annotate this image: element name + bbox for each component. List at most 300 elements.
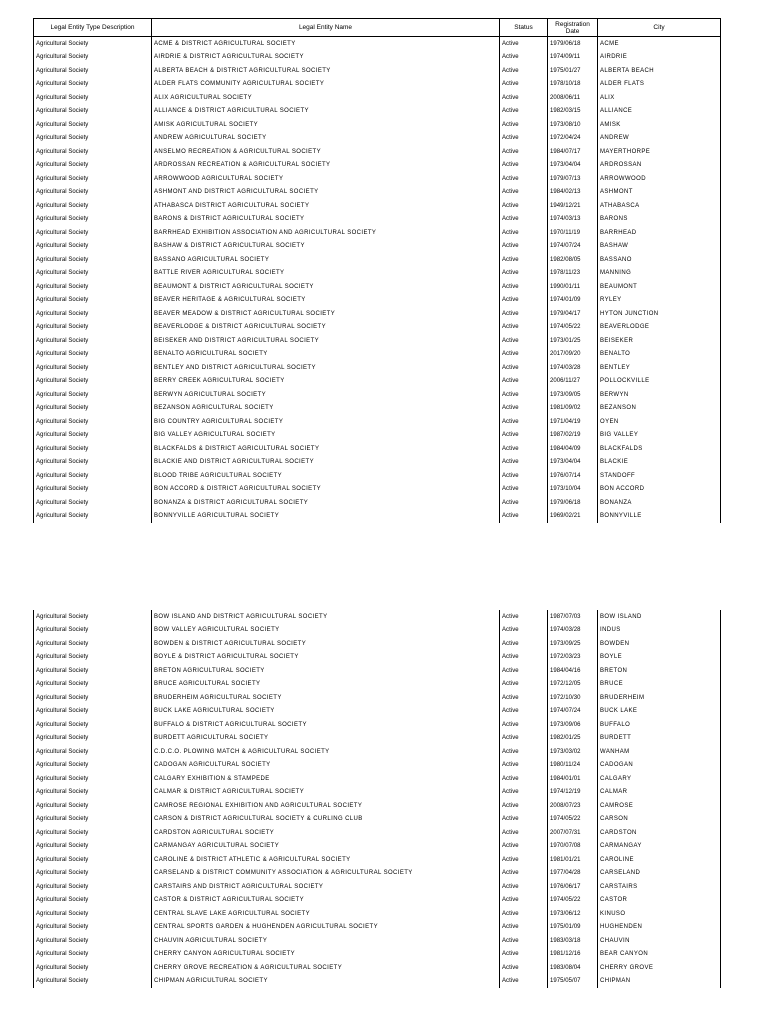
status-cell: Active	[500, 64, 548, 78]
name-cell: CARDSTON AGRICULTURAL SOCIETY	[152, 826, 500, 840]
table-page-2	[33, 610, 720, 988]
name-cell: BEZANSON AGRICULTURAL SOCIETY	[152, 402, 500, 416]
name-cell: ALDER FLATS COMMUNITY AGRICULTURAL SOCIETY	[152, 78, 500, 92]
type-cell: Agricultural Society	[34, 894, 152, 908]
name-cell: ALLIANCE & DISTRICT AGRICULTURAL SOCIETY	[152, 105, 500, 119]
table-row	[34, 253, 721, 267]
status-cell: Active	[500, 961, 548, 975]
name-cell: CASTOR & DISTRICT AGRICULTURAL SOCIETY	[152, 894, 500, 908]
table-row	[34, 280, 721, 294]
date-cell: 1984/01/01	[548, 772, 598, 786]
status-cell: Active	[500, 483, 548, 497]
status-cell: Active	[500, 253, 548, 267]
type-cell: Agricultural Society	[34, 105, 152, 119]
name-cell: ALBERTA BEACH & DISTRICT AGRICULTURAL SOCIETY	[152, 64, 500, 78]
city-cell: BRETON	[598, 664, 721, 678]
name-cell: CHERRY CANYON AGRICULTURAL SOCIETY	[152, 948, 500, 962]
name-cell: AMISK AGRICULTURAL SOCIETY	[152, 118, 500, 132]
date-cell: 1972/03/23	[548, 651, 598, 665]
city-cell: CASTOR	[598, 894, 721, 908]
city-cell: BENTLEY	[598, 361, 721, 375]
status-cell: Active	[500, 429, 548, 443]
date-cell: 1974/01/09	[548, 294, 598, 308]
name-cell: BIG VALLEY AGRICULTURAL SOCIETY	[152, 429, 500, 443]
status-cell: Active	[500, 51, 548, 65]
table-row	[34, 975, 721, 989]
date-cell: 1973/04/04	[548, 159, 598, 173]
name-cell: BENTLEY AND DISTRICT AGRICULTURAL SOCIETY	[152, 361, 500, 375]
table-row	[34, 894, 721, 908]
name-cell: BEAVER MEADOW & DISTRICT AGRICULTURAL SOCIETY	[152, 307, 500, 321]
status-cell: Active	[500, 37, 548, 51]
table-row	[34, 840, 721, 854]
table-row	[34, 718, 721, 732]
status-cell: Active	[500, 934, 548, 948]
city-cell: OYEN	[598, 415, 721, 429]
table-row	[34, 853, 721, 867]
status-cell: Active	[500, 267, 548, 281]
status-cell: Active	[500, 240, 548, 254]
table-row	[34, 213, 721, 227]
city-cell: BENALTO	[598, 348, 721, 362]
city-cell: ASHMONT	[598, 186, 721, 200]
date-cell: 1970/07/08	[548, 840, 598, 854]
status-cell: Active	[500, 691, 548, 705]
date-cell: 1982/08/05	[548, 253, 598, 267]
city-cell: CHAUVIN	[598, 934, 721, 948]
name-cell: BLOOD TRIBE AGRICULTURAL SOCIETY	[152, 469, 500, 483]
table-row	[34, 199, 721, 213]
type-cell: Agricultural Society	[34, 294, 152, 308]
city-cell: BASHAW	[598, 240, 721, 254]
table-row	[34, 415, 721, 429]
name-cell: ACME & DISTRICT AGRICULTURAL SOCIETY	[152, 37, 500, 51]
table-row	[34, 786, 721, 800]
name-cell: BOW VALLEY AGRICULTURAL SOCIETY	[152, 624, 500, 638]
date-cell: 1969/02/21	[548, 510, 598, 524]
name-cell: ARROWWOOD AGRICULTURAL SOCIETY	[152, 172, 500, 186]
type-cell: Agricultural Society	[34, 91, 152, 105]
table-row	[34, 732, 721, 746]
name-cell: AIRDRIE & DISTRICT AGRICULTURAL SOCIETY	[152, 51, 500, 65]
date-cell: 1983/03/18	[548, 934, 598, 948]
date-cell: 1982/03/15	[548, 105, 598, 119]
type-cell: Agricultural Society	[34, 321, 152, 335]
date-cell: 2008/07/23	[548, 799, 598, 813]
date-cell: 1987/02/19	[548, 429, 598, 443]
city-cell: AIRDRIE	[598, 51, 721, 65]
name-cell: BLACKFALDS & DISTRICT AGRICULTURAL SOCIETY	[152, 442, 500, 456]
type-cell: Agricultural Society	[34, 799, 152, 813]
date-cell: 1974/03/28	[548, 624, 598, 638]
date-cell: 1983/08/04	[548, 961, 598, 975]
table-row	[34, 51, 721, 65]
type-cell: Agricultural Society	[34, 37, 152, 51]
type-cell: Agricultural Society	[34, 732, 152, 746]
table-row	[34, 664, 721, 678]
date-cell: 1984/04/09	[548, 442, 598, 456]
type-cell: Agricultural Society	[34, 880, 152, 894]
date-cell: 1974/09/11	[548, 51, 598, 65]
city-cell: RYLEY	[598, 294, 721, 308]
name-cell: BASSANO AGRICULTURAL SOCIETY	[152, 253, 500, 267]
date-cell: 1973/08/10	[548, 118, 598, 132]
date-cell: 1974/05/22	[548, 894, 598, 908]
name-cell: CARMANGAY AGRICULTURAL SOCIETY	[152, 840, 500, 854]
table-row	[34, 442, 721, 456]
table-row	[34, 267, 721, 281]
table-row	[34, 745, 721, 759]
status-cell: Active	[500, 880, 548, 894]
date-cell: 2008/06/11	[548, 91, 598, 105]
type-cell: Agricultural Society	[34, 469, 152, 483]
name-cell: BLACKIE AND DISTRICT AGRICULTURAL SOCIETY	[152, 456, 500, 470]
city-cell: ALLIANCE	[598, 105, 721, 119]
name-cell: CARSELAND & DISTRICT COMMUNITY ASSOCIATION & AGRICULTURAL SOCIETY	[152, 867, 500, 881]
name-cell: BRUDERHEIM AGRICULTURAL SOCIETY	[152, 691, 500, 705]
city-cell: BOYLE	[598, 651, 721, 665]
status-cell: Active	[500, 637, 548, 651]
date-cell: 1976/06/17	[548, 880, 598, 894]
date-cell: 1981/12/16	[548, 948, 598, 962]
city-cell: BEAVERLODGE	[598, 321, 721, 335]
date-cell: 2017/09/20	[548, 348, 598, 362]
status-cell: Active	[500, 91, 548, 105]
table-row	[34, 186, 721, 200]
type-cell: Agricultural Society	[34, 759, 152, 773]
date-cell: 1990/01/11	[548, 280, 598, 294]
status-cell: Active	[500, 375, 548, 389]
name-cell: ARDROSSAN RECREATION & AGRICULTURAL SOCIETY	[152, 159, 500, 173]
city-cell: ALDER FLATS	[598, 78, 721, 92]
table-row	[34, 759, 721, 773]
status-cell: Active	[500, 159, 548, 173]
type-cell: Agricultural Society	[34, 496, 152, 510]
city-cell: BONANZA	[598, 496, 721, 510]
type-cell: Agricultural Society	[34, 159, 152, 173]
table-row	[34, 907, 721, 921]
status-cell: Active	[500, 307, 548, 321]
city-cell: AMISK	[598, 118, 721, 132]
type-cell: Agricultural Society	[34, 772, 152, 786]
table-row	[34, 624, 721, 638]
date-cell: 1979/06/18	[548, 496, 598, 510]
table-row	[34, 307, 721, 321]
date-cell: 1975/01/27	[548, 64, 598, 78]
table-row	[34, 37, 721, 51]
table-row	[34, 961, 721, 975]
name-cell: CHAUVIN AGRICULTURAL SOCIETY	[152, 934, 500, 948]
status-cell: Active	[500, 132, 548, 146]
type-cell: Agricultural Society	[34, 483, 152, 497]
city-cell: CAROLINE	[598, 853, 721, 867]
type-cell: Agricultural Society	[34, 718, 152, 732]
city-cell: CALGARY	[598, 772, 721, 786]
type-cell: Agricultural Society	[34, 510, 152, 524]
date-cell: 1973/09/06	[548, 718, 598, 732]
type-cell: Agricultural Society	[34, 934, 152, 948]
status-cell: Active	[500, 813, 548, 827]
table-row	[34, 813, 721, 827]
date-cell: 1977/04/28	[548, 867, 598, 881]
status-cell: Active	[500, 280, 548, 294]
type-cell: Agricultural Society	[34, 415, 152, 429]
type-cell: Agricultural Society	[34, 637, 152, 651]
type-cell: Agricultural Society	[34, 361, 152, 375]
name-cell: BON ACCORD & DISTRICT AGRICULTURAL SOCIETY	[152, 483, 500, 497]
date-cell: 1973/09/05	[548, 388, 598, 402]
table-row	[34, 105, 721, 119]
date-cell: 2007/07/31	[548, 826, 598, 840]
city-cell: BARRHEAD	[598, 226, 721, 240]
type-cell: Agricultural Society	[34, 745, 152, 759]
city-cell: INDUS	[598, 624, 721, 638]
city-cell: POLLOCKVILLE	[598, 375, 721, 389]
city-cell: BONNYVILLE	[598, 510, 721, 524]
city-cell: CARSELAND	[598, 867, 721, 881]
name-cell: ANDREW AGRICULTURAL SOCIETY	[152, 132, 500, 146]
date-cell: 1973/03/02	[548, 745, 598, 759]
table-row	[34, 826, 721, 840]
status-cell: Active	[500, 402, 548, 416]
table-row	[34, 705, 721, 719]
city-cell: BLACKIE	[598, 456, 721, 470]
city-cell: BEAR CANYON	[598, 948, 721, 962]
header-entity-name: Legal Entity Name	[152, 19, 500, 37]
type-cell: Agricultural Society	[34, 921, 152, 935]
date-cell: 1973/01/25	[548, 334, 598, 348]
name-cell: BATTLE RIVER AGRICULTURAL SOCIETY	[152, 267, 500, 281]
table-row	[34, 880, 721, 894]
city-cell: BLACKFALDS	[598, 442, 721, 456]
type-cell: Agricultural Society	[34, 813, 152, 827]
name-cell: ATHABASCA DISTRICT AGRICULTURAL SOCIETY	[152, 199, 500, 213]
status-cell: Active	[500, 678, 548, 692]
status-cell: Active	[500, 469, 548, 483]
type-cell: Agricultural Society	[34, 826, 152, 840]
type-cell: Agricultural Society	[34, 948, 152, 962]
date-cell: 1975/05/07	[548, 975, 598, 989]
table-row	[34, 78, 721, 92]
status-cell: Active	[500, 651, 548, 665]
date-cell: 1974/07/24	[548, 705, 598, 719]
status-cell: Active	[500, 442, 548, 456]
date-cell: 2006/11/27	[548, 375, 598, 389]
city-cell: CAMROSE	[598, 799, 721, 813]
status-cell: Active	[500, 718, 548, 732]
status-cell: Active	[500, 799, 548, 813]
type-cell: Agricultural Society	[34, 267, 152, 281]
city-cell: CARSON	[598, 813, 721, 827]
city-cell: BEISEKER	[598, 334, 721, 348]
table-row	[34, 334, 721, 348]
name-cell: BARONS & DISTRICT AGRICULTURAL SOCIETY	[152, 213, 500, 227]
status-cell: Active	[500, 294, 548, 308]
city-cell: HUGHENDEN	[598, 921, 721, 935]
city-cell: STANDOFF	[598, 469, 721, 483]
table-row	[34, 772, 721, 786]
type-cell: Agricultural Society	[34, 691, 152, 705]
date-cell: 1949/12/21	[548, 199, 598, 213]
type-cell: Agricultural Society	[34, 678, 152, 692]
city-cell: CARSTAIRS	[598, 880, 721, 894]
status-cell: Active	[500, 415, 548, 429]
name-cell: CARSTAIRS AND DISTRICT AGRICULTURAL SOCIETY	[152, 880, 500, 894]
status-cell: Active	[500, 456, 548, 470]
city-cell: BUFFALO	[598, 718, 721, 732]
name-cell: BUFFALO & DISTRICT AGRICULTURAL SOCIETY	[152, 718, 500, 732]
name-cell: CENTRAL SLAVE LAKE AGRICULTURAL SOCIETY	[152, 907, 500, 921]
city-cell: ARROWWOOD	[598, 172, 721, 186]
type-cell: Agricultural Society	[34, 186, 152, 200]
status-cell: Active	[500, 975, 548, 989]
type-cell: Agricultural Society	[34, 402, 152, 416]
table-header-row	[34, 19, 721, 37]
table-row	[34, 610, 721, 624]
table-row	[34, 226, 721, 240]
date-cell: 1984/04/16	[548, 664, 598, 678]
table-row	[34, 172, 721, 186]
date-cell: 1976/07/14	[548, 469, 598, 483]
type-cell: Agricultural Society	[34, 705, 152, 719]
date-cell: 1980/11/24	[548, 759, 598, 773]
status-cell: Active	[500, 321, 548, 335]
type-cell: Agricultural Society	[34, 213, 152, 227]
status-cell: Active	[500, 199, 548, 213]
city-cell: ATHABASCA	[598, 199, 721, 213]
date-cell: 1972/12/05	[548, 678, 598, 692]
legal-entity-table-2	[33, 610, 721, 988]
status-cell: Active	[500, 921, 548, 935]
name-cell: BUCK LAKE AGRICULTURAL SOCIETY	[152, 705, 500, 719]
name-cell: BEAUMONT & DISTRICT AGRICULTURAL SOCIETY	[152, 280, 500, 294]
status-cell: Active	[500, 510, 548, 524]
city-cell: CADOGAN	[598, 759, 721, 773]
city-cell: CHIPMAN	[598, 975, 721, 989]
name-cell: CAROLINE & DISTRICT ATHLETIC & AGRICULTURAL SOCIETY	[152, 853, 500, 867]
name-cell: CALMAR & DISTRICT AGRICULTURAL SOCIETY	[152, 786, 500, 800]
type-cell: Agricultural Society	[34, 226, 152, 240]
type-cell: Agricultural Society	[34, 240, 152, 254]
city-cell: BEAUMONT	[598, 280, 721, 294]
name-cell: ASHMONT AND DISTRICT AGRICULTURAL SOCIETY	[152, 186, 500, 200]
legal-entity-table-1	[33, 18, 721, 523]
name-cell: ALIX AGRICULTURAL SOCIETY	[152, 91, 500, 105]
date-cell: 1979/04/17	[548, 307, 598, 321]
status-cell: Active	[500, 610, 548, 624]
table-row	[34, 867, 721, 881]
name-cell: BENALTO AGRICULTURAL SOCIETY	[152, 348, 500, 362]
date-cell: 1973/06/12	[548, 907, 598, 921]
table-page-1	[33, 18, 720, 523]
date-cell: 1974/05/22	[548, 321, 598, 335]
table-row	[34, 469, 721, 483]
type-cell: Agricultural Society	[34, 334, 152, 348]
table-row	[34, 948, 721, 962]
city-cell: HYTON JUNCTION	[598, 307, 721, 321]
type-cell: Agricultural Society	[34, 853, 152, 867]
city-cell: BRUDERHEIM	[598, 691, 721, 705]
name-cell: BRETON AGRICULTURAL SOCIETY	[152, 664, 500, 678]
city-cell: BOWDEN	[598, 637, 721, 651]
table-row	[34, 934, 721, 948]
city-cell: ALIX	[598, 91, 721, 105]
city-cell: BEZANSON	[598, 402, 721, 416]
type-cell: Agricultural Society	[34, 624, 152, 638]
header-city: City	[598, 19, 721, 37]
type-cell: Agricultural Society	[34, 348, 152, 362]
name-cell: BERRY CREEK AGRICULTURAL SOCIETY	[152, 375, 500, 389]
name-cell: CENTRAL SPORTS GARDEN & HUGHENDEN AGRICULTURAL SOCIETY	[152, 921, 500, 935]
city-cell: CALMAR	[598, 786, 721, 800]
date-cell: 1981/09/02	[548, 402, 598, 416]
city-cell: BUCK LAKE	[598, 705, 721, 719]
type-cell: Agricultural Society	[34, 78, 152, 92]
status-cell: Active	[500, 226, 548, 240]
date-cell: 1981/01/21	[548, 853, 598, 867]
table-row	[34, 496, 721, 510]
name-cell: CADOGAN AGRICULTURAL SOCIETY	[152, 759, 500, 773]
status-cell: Active	[500, 732, 548, 746]
status-cell: Active	[500, 78, 548, 92]
status-cell: Active	[500, 840, 548, 854]
table-row	[34, 402, 721, 416]
date-cell: 1972/04/24	[548, 132, 598, 146]
date-cell: 1987/07/03	[548, 610, 598, 624]
table-row	[34, 691, 721, 705]
table-row	[34, 678, 721, 692]
status-cell: Active	[500, 213, 548, 227]
name-cell: CARSON & DISTRICT AGRICULTURAL SOCIETY & CURLING CLUB	[152, 813, 500, 827]
status-cell: Active	[500, 907, 548, 921]
type-cell: Agricultural Society	[34, 132, 152, 146]
status-cell: Active	[500, 853, 548, 867]
name-cell: CHIPMAN AGRICULTURAL SOCIETY	[152, 975, 500, 989]
type-cell: Agricultural Society	[34, 199, 152, 213]
date-cell: 1973/09/25	[548, 637, 598, 651]
type-cell: Agricultural Society	[34, 375, 152, 389]
name-cell: CAMROSE REGIONAL EXHIBITION AND AGRICULTURAL SOCIETY	[152, 799, 500, 813]
date-cell: 1970/11/19	[548, 226, 598, 240]
name-cell: BOW ISLAND AND DISTRICT AGRICULTURAL SOCIETY	[152, 610, 500, 624]
table-row	[34, 375, 721, 389]
name-cell: BEISEKER AND DISTRICT AGRICULTURAL SOCIETY	[152, 334, 500, 348]
type-cell: Agricultural Society	[34, 307, 152, 321]
city-cell: CARMANGAY	[598, 840, 721, 854]
table-row	[34, 294, 721, 308]
type-cell: Agricultural Society	[34, 456, 152, 470]
header-type-description: Legal Entity Type Description	[34, 19, 152, 37]
date-cell: 1973/04/04	[548, 456, 598, 470]
type-cell: Agricultural Society	[34, 961, 152, 975]
type-cell: Agricultural Society	[34, 840, 152, 854]
date-cell: 1979/07/13	[548, 172, 598, 186]
date-cell: 1978/10/18	[548, 78, 598, 92]
city-cell: CARDSTON	[598, 826, 721, 840]
status-cell: Active	[500, 705, 548, 719]
name-cell: BEAVERLODGE & DISTRICT AGRICULTURAL SOCIETY	[152, 321, 500, 335]
status-cell: Active	[500, 118, 548, 132]
type-cell: Agricultural Society	[34, 253, 152, 267]
type-cell: Agricultural Society	[34, 867, 152, 881]
city-cell: BERWYN	[598, 388, 721, 402]
city-cell: MANNING	[598, 267, 721, 281]
type-cell: Agricultural Society	[34, 975, 152, 989]
date-cell: 1974/03/13	[548, 213, 598, 227]
type-cell: Agricultural Society	[34, 610, 152, 624]
table-row	[34, 651, 721, 665]
city-cell: MAYERTHORPE	[598, 145, 721, 159]
